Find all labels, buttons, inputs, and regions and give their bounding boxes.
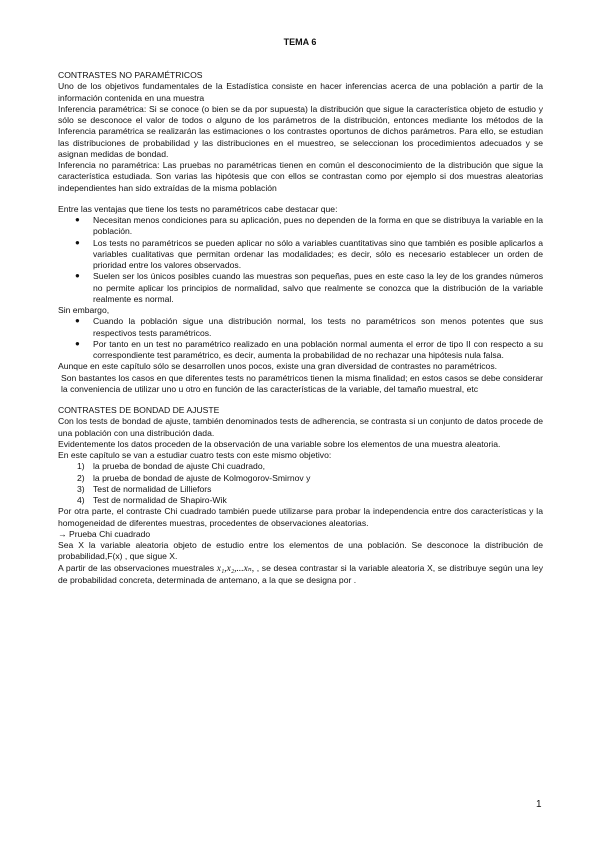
bullet-icon: ● (75, 215, 80, 224)
paragraph-gof-intro: Con los tests de bondad de ajuste, también denominados tests de adherencia, se contrasta si un conjunto de datos procede de una población con una distribución dada. (58, 416, 543, 438)
paragraph-four-tests-intro: En este capítulo se van a estudiar cuatro tests con este mismo objetivo: (58, 450, 332, 460)
list-item: ● Por tanto en un test no paramétrico realizado en una población normal aumenta el error de tipo II con respecto a su correspondiente test paramétrico, es decir, aumenta la probabilidad de no rechazar una hipótesis nula falsa. (75, 338, 543, 360)
disadvantages-list (58, 316, 543, 361)
paragraph-many-cases: Son bastantes los casos en que diferentes tests no paramétricos tienen la misma finalidad; en estos casos se debe considerar la conveniencia de utilizar uno u otro en función de las características de la variable, del tamaño muestral, etc (61, 372, 543, 394)
list-item: ● Necesitan menos condiciones para su aplicación, pues no dependen de la forma en que se distribuya la variable en la población. (75, 215, 543, 237)
bullet-icon: ● (75, 338, 80, 348)
paragraph-intro: Uno de los objetivos fundamentales de la Estadística consiste en hacer inferencias acerca de una población a partir de la información contenida en una muestra (58, 81, 543, 103)
list-item: 1) la prueba de bondad de ajuste Chi cuadrado, (77, 461, 266, 472)
paragraph-evidently: Evidentemente los datos proceden de la observación de una variable sobre los elementos de una muestra aleatoria. (58, 438, 501, 449)
sample-notation: x₁,x₂,...xₙ, (216, 563, 255, 574)
paragraph-chi-other-uses: Por otra parte, el contraste Chi cuadrado también puede utilizarse para probar la independencia entre dos características y la homogeneidad de diferentes muestras, procedentes de observaciones aleatorias. (58, 506, 543, 528)
advantages-list (58, 215, 543, 305)
section-heading-goodness-of-fit: CONTRASTES DE BONDAD DE AJUSTE (58, 405, 220, 415)
list-item: 4) Test de normalidad de Shapiro-Wik (77, 495, 227, 505)
paragraph-sea-x: Sea X la variable aleatoria objeto de estudio entre los elementos de una población. Se desconoce la distribución de probabilidad,F(x) , que sigue X. (58, 540, 543, 562)
tests-list (58, 461, 543, 506)
document-body (58, 70, 543, 586)
page-title: TEMA 6 (283, 37, 317, 47)
list-item: 3) Test de normalidad de Lilliefors (77, 483, 212, 494)
paragraph-however: Sin embargo, (58, 305, 110, 315)
paragraph-chapter-note: Aunque en este capítulo sólo se desarrollen unos pocos, existe una gran diversidad de contrastes no paramétricos. (58, 361, 498, 372)
paragraph-nonparametric-inference: Inferencia no paramétrica: Las pruebas no paramétricas tienen en común el desconocimiento de la distribución que sigue la característica estudiada. Son varias las hipótesis que con ellos se contrastan como por ejemplo si dos muestras aleatorias independientes han sido extraídas de la misma población (58, 160, 543, 193)
list-item: ● Los tests no paramétricos se pueden aplicar no sólo a variables cuantitativas sino que también es posible aplicarlos a variables cualitativas que permitan ordenar las modalidades; es decir, sólo es necesario establecer un orden de prioridad entre los valores observados. (75, 237, 543, 270)
subheading-chi-square-test: → Prueba Chi cuadrado (58, 528, 151, 539)
section-heading-nonparametric: CONTRASTES NO PARAMÉTRICOS (58, 70, 203, 80)
paragraph-parametric-inference: Inferencia paramétrica: Si se conoce (o bien se da por supuesta) la distribución que sigue la característica objeto de estudio y sólo se desconoce el valor de todos o alguno de los parámetros de la distribución, entonces mediante los métodos de la Inferencia paramétrica se realizarán las estimaciones o los contrastes oportunos de dichos parámetros. Para ello, se estudian las distribuciones de probabilidad y las distribuciones en el muestreo, se seleccionan los procedimientos adecuados y se asignan medidas de bondad. (58, 103, 543, 159)
list-item: ● Cuando la población sigue una distribución normal, los tests no paramétricos son menos potentes que sus respectivos tests paramétricos. (75, 316, 543, 338)
paragraph-advantages-intro: Entre las ventajas que tiene los tests no paramétricos cabe destacar que: (58, 203, 338, 214)
page-number: 1 (536, 799, 542, 810)
bullet-icon: ● (75, 316, 80, 326)
list-item: ● Suelen ser los únicos posibles cuando las muestras son pequeñas, pues en este caso la ley de los grandes números no permite aplicar los principios de normalidad, salvo que realmente se conozca que la distribución de la variable realmente es normal. (75, 271, 543, 304)
bullet-icon: ● (75, 271, 80, 281)
paragraph-sample-observations: A partir de las observaciones muestrales x₁,x₂,...xₙ, , se desea contrastar si la variable aleatoria X, se distribuye según una ley de probabilidad concreta, determinada de antemano, a la que se designa por . (58, 562, 544, 585)
bullet-icon: ● (75, 237, 80, 247)
list-item: 2) la prueba de bondad de ajuste de Kolmogorov-Smirnov y (77, 472, 311, 483)
